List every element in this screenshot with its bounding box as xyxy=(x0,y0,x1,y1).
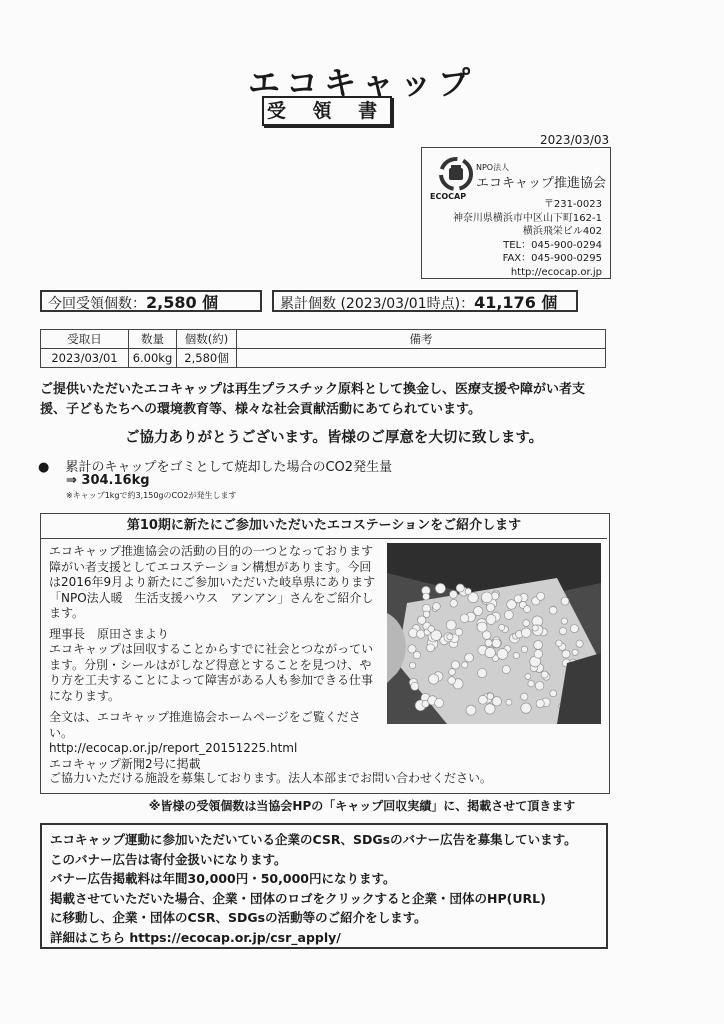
cell-quantity: 6.00kg xyxy=(129,349,177,368)
total-count-value: 41,176 個 xyxy=(474,293,558,312)
intro-line: 障がい者支援としてエコステーション構想があります。今回 xyxy=(49,559,372,574)
header-count: 個数(約) xyxy=(177,330,237,349)
co2-note: ※キャップ1kgで約3,150gのCO2が発生します xyxy=(66,491,237,500)
notice-text: ※皆様の受領個数は当協会HPの「キャップ回収実績」に、掲載させて頂きます xyxy=(148,799,576,813)
address-line-2: 横浜飛栄ビル402 xyxy=(522,226,602,237)
station-speaker: 理事長 原田さまより xyxy=(49,627,170,641)
co2-label: 累計のキャップをゴミとして焼却した場合のCO2発生量 xyxy=(65,460,393,475)
intro-line: 「NPO法人暖 生活支援ハウス アンアン」さんをご紹介し xyxy=(49,590,374,605)
issuer-address xyxy=(453,198,602,279)
more-line: い。 xyxy=(49,725,74,740)
station-photo xyxy=(387,543,601,724)
station-quote xyxy=(49,642,381,704)
current-count-box xyxy=(40,290,262,312)
postal-code: 〒231-0023 xyxy=(543,199,602,210)
quote-line: り方を工夫することによって障害がある人も参加できる仕事 xyxy=(49,673,374,688)
header-remarks: 備考 xyxy=(237,330,606,349)
banner-recruitment-box xyxy=(40,823,608,949)
station-heading: 第10期に新たにご参加いただいたエコステーションをご紹介します xyxy=(41,514,607,539)
station-more xyxy=(49,710,381,772)
current-count-value: 2,580 個 xyxy=(146,293,219,312)
issuer-box xyxy=(421,147,611,279)
more-line: 全文は、エコキャップ推進協会ホームページをご覧くださ xyxy=(49,710,361,724)
org-name: エコキャップ推進協会 xyxy=(476,176,607,191)
more-line: エコキャップ新聞2号に掲載 xyxy=(49,756,201,771)
banner-line: エコキャップ運動に参加いただいている企業のCSR、SDGsのバナー広告を募集しています。 xyxy=(50,832,577,847)
quote-line: エコキャップは回収することからすでに社会とつながってい xyxy=(49,642,374,656)
banner-line: このバナー広告は寄付金扱いになります。 xyxy=(50,851,287,867)
report-link[interactable]: http://ecocap.or.jp/report_20151225.html xyxy=(49,741,298,756)
banner-link-line[interactable]: 詳細はこちら https://ecocap.or.jp/csr_apply/ xyxy=(50,929,341,945)
intro-line: は2016年9月より新たにご参加いただいた岐阜県にあります xyxy=(49,575,376,590)
banner-line: に移動し、企業・団体のCSR、SDGsの活動等のご紹介をします。 xyxy=(50,910,427,925)
org-kind: NPO法人 xyxy=(476,163,510,172)
cell-count: 2,580個 xyxy=(177,349,237,368)
intro-line: エコキャップ推進協会の活動の目的の一つとなっております xyxy=(49,544,374,558)
message-paragraph xyxy=(40,380,620,420)
message-line-1: ご提供いただいたエコキャップは再生プラスチック原料として換金し、医療支援や障がい者支 xyxy=(40,382,585,397)
cell-date: 2023/03/01 xyxy=(41,349,129,368)
website-url[interactable]: http://ecocap.or.jp xyxy=(510,266,602,278)
bullet-icon: ● xyxy=(38,460,50,475)
message-line-2: 援、子どもたちへの環境教育等、様々な社会貢献活動にあてられています。 xyxy=(40,402,481,417)
total-count-label: 累計個数 (2023/03/01時点)： xyxy=(280,296,475,312)
current-count-label: 今回受領個数： xyxy=(48,296,146,312)
header-quantity: 数量 xyxy=(129,330,177,349)
station-intro xyxy=(49,544,381,622)
logo-text: ECOCAP xyxy=(430,192,467,201)
ecocap-logo-icon xyxy=(436,154,476,194)
address-line-1: 神奈川県横浜市中区山下町162-1 xyxy=(452,212,602,224)
document-subtitle: 受 領 書 xyxy=(262,96,392,126)
quote-line: になります。 xyxy=(49,688,121,703)
table-header-row xyxy=(41,330,606,349)
total-count-box xyxy=(272,290,578,312)
intro-line: ます。 xyxy=(49,606,85,621)
banner-line: 掲載させていただいた場合、企業・団体のロゴをクリックすると企業・団体のHP(URL) xyxy=(50,890,546,906)
co2-value: ⇒ 304.16kg xyxy=(66,473,150,488)
fax: FAX：045-900-0295 xyxy=(502,253,602,264)
thanks-message: ご協力ありがとうございます。皆様のご厚意を大切に致します。 xyxy=(125,430,544,446)
station-recruit: ご協力いただける施設を募集しております。法人本部までお問い合わせください。 xyxy=(49,771,493,785)
header-date: 受取日 xyxy=(41,330,129,349)
receipt-table xyxy=(40,329,606,368)
banner-line: バナー広告掲載料は年間30,000円・50,000円になります。 xyxy=(50,871,396,886)
eco-station-section xyxy=(40,513,610,794)
document-title: エコキャップ xyxy=(247,64,476,102)
tel: TEL：045-900-0294 xyxy=(503,239,602,251)
issue-date: 2023/03/03 xyxy=(540,133,610,147)
table-row xyxy=(41,349,606,368)
cell-remarks xyxy=(237,349,606,368)
quote-line: ます。分別・シールはがしなど得意とすることを見つけ、や xyxy=(49,657,372,672)
